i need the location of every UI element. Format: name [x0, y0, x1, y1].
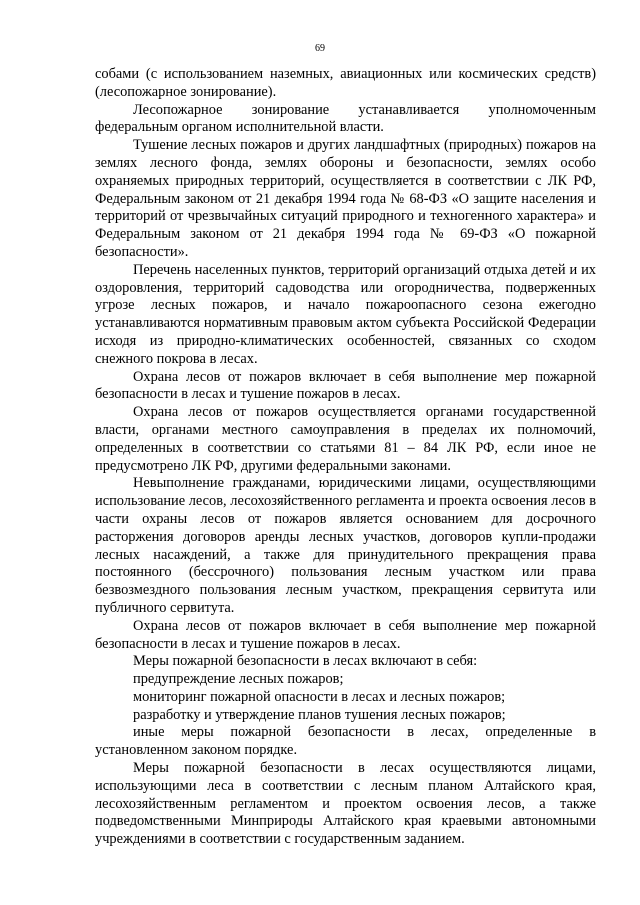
paragraph: Тушение лесных пожаров и других ландшафтных (природных) пожаров на землях лесного фонда, землях обороны и безопасности, землях особо охраняемых природных территорий, осуществляется в соответствии с ЛК РФ, Федеральным законом от 21 декабря 1994 года № 68-ФЗ «О защите населения и территорий от чрезвычайных ситуаций природного и техногенного характера» и Федеральным законом от 21 декабря 1994 года № 69-ФЗ «О пожарной безопасности». — [95, 137, 596, 260]
paragraph: Невыполнение гражданами, юридическими лицами, осуществляющими использование лесов, лесохозяйственного регламента и проекта освоения лесов в части охраны лесов от пожаров является основанием для досрочного расторжения договоров аренды лесных участков, договоров купли-продажи лесных насаждений, а также для принудительного прекращения права постоянного (бессрочного) пользования лесным участком или права безвозмездного пользования лесным участком, прекращения сервитута или публичного сервитута. — [95, 475, 596, 616]
paragraph: Перечень населенных пунктов, территорий организаций отдыха детей и их оздоровления, территорий садоводства или огородничества, подверженных угрозе лесных пожаров, и начало пожароопасного сезона ежегодно устанавливаются нормативным правовым актом субъекта Российской Федерации исходя из природно-климатических особенностей, связанных со сходом снежного покрова в лесах. — [95, 261, 596, 367]
body-text — [95, 66, 596, 849]
paragraph: собами (с использованием наземных, авиационных или космических средств) (лесопожарное зонирование). — [95, 66, 596, 100]
paragraph: Меры пожарной безопасности в лесах осуществляются лицами, использующими леса в соответствии с лесным планом Алтайского края, лесохозяйственным регламентом и проектом освоения лесов, а также подведомственными Минприроды Алтайского края краевыми автономными учреждениями в соответствии с государственным заданием. — [95, 760, 596, 848]
paragraph: разработку и утверждение планов тушения лесных пожаров; — [133, 706, 506, 723]
paragraph: Охрана лесов от пожаров включает в себя выполнение мер пожарной безопасности в лесах и тушение пожаров в лесах. — [95, 368, 596, 403]
paragraph: Лесопожарное зонирование устанавливается уполномоченным федеральным органом исполнительной власти. — [95, 101, 596, 136]
paragraph: предупреждение лесных пожаров; — [133, 671, 344, 688]
paragraph: Охрана лесов от пожаров осуществляется органами государственной власти, органами местного самоуправления в пределах их полномочий, определенных в соответствии со статьями 81 – 84 ЛК РФ, если иное не предусмотрено ЛК РФ, другими федеральными законами. — [95, 404, 596, 474]
paragraph: иные меры пожарной безопасности в лесах, определенные в установленном законом порядке. — [95, 724, 596, 759]
paragraph: Меры пожарной безопасности в лесах включают в себя: — [133, 653, 478, 670]
paragraph: мониторинг пожарной опасности в лесах и лесных пожаров; — [133, 688, 506, 705]
paragraph: Охрана лесов от пожаров включает в себя выполнение мер пожарной безопасности в лесах и тушение пожаров в лесах. — [95, 617, 596, 652]
page-number: 69 — [315, 43, 325, 54]
